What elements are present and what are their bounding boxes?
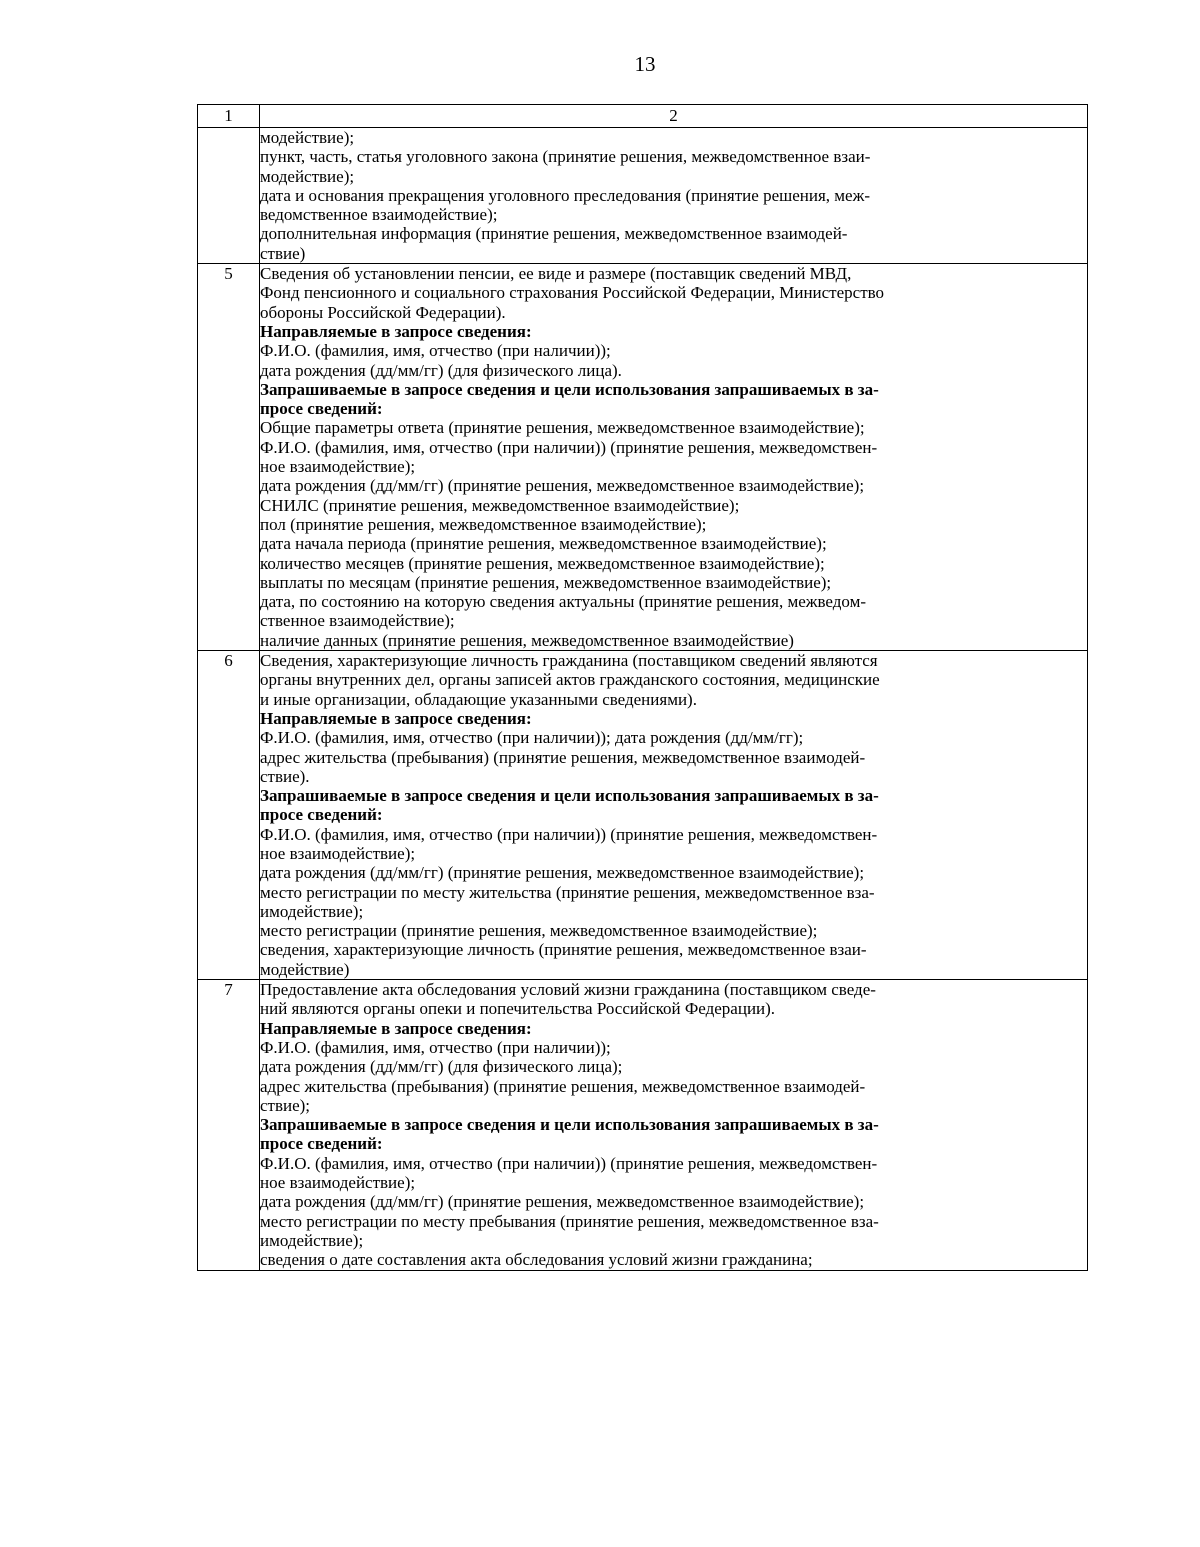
text-line: Фонд пенсионного и социального страхования Российской Федерации, Министерство	[260, 283, 885, 303]
row-content	[260, 980, 1088, 1270]
section-heading: просе сведений:	[260, 399, 383, 419]
text-line: ное взаимодействие);	[260, 1173, 416, 1193]
section-heading: Направляемые в запросе сведения:	[260, 708, 532, 728]
text-line: модействие)	[260, 959, 350, 979]
text-line: дата и основания прекращения уголовного преследования (принятие решения, меж-	[260, 185, 870, 205]
text-line: выплаты по месяцам (принятие решения, межведомственное взаимодействие);	[260, 572, 832, 592]
row-content	[260, 264, 1088, 651]
text-line: сведения о дате составления акта обследования условий жизни гражданина;	[260, 1250, 813, 1270]
text-line: Сведения об установлении пенсии, ее виде и размере (поставщик сведений МВД,	[260, 264, 852, 284]
text-line: Ф.И.О. (фамилия, имя, отчество (при наличии)) (принятие решения, межведомствен-	[260, 437, 878, 457]
text-line: Сведения, характеризующие личность гражданина (поставщиком сведений являются	[260, 651, 878, 671]
header-col-1: 1	[198, 105, 260, 128]
text-line: дата рождения (дд/мм/гг) (для физического лица);	[260, 1057, 623, 1077]
text-line: Ф.И.О. (фамилия, имя, отчество (при наличии)); дата рождения (дд/мм/гг);	[260, 728, 804, 748]
row-number: 5	[198, 264, 260, 651]
text-line: Предоставление акта обследования условий жизни гражданина (поставщиком сведе-	[260, 980, 876, 1000]
section-heading: Направляемые в запросе сведения:	[260, 321, 532, 341]
text-line: ственное взаимодействие);	[260, 611, 455, 631]
text-line: ное взаимодействие);	[260, 843, 416, 863]
text-line: дата начала периода (принятие решения, межведомственное взаимодействие);	[260, 534, 827, 554]
text-line: Ф.И.О. (фамилия, имя, отчество (при наличии)) (принятие решения, межведомствен-	[260, 824, 878, 844]
text-line: дата рождения (дд/мм/гг) (для физического лица).	[260, 360, 622, 380]
text-line: место регистрации по месту жительства (принятие решения, межведомственное вза-	[260, 882, 875, 902]
text-line: ний являются органы опеки и попечительства Российской Федерации).	[260, 999, 776, 1019]
text-line: дата рождения (дд/мм/гг) (принятие решения, межведомственное взаимодействие);	[260, 863, 865, 883]
section-heading: Запрашиваемые в запросе сведения и цели использования запрашиваемых в за-	[260, 786, 879, 806]
table-header-row	[198, 105, 1088, 128]
text-line: место регистрации (принятие решения, межведомственное взаимодействие);	[260, 921, 818, 941]
text-line: дата рождения (дд/мм/гг) (принятие решения, межведомственное взаимодействие);	[260, 1192, 865, 1212]
row-number: 6	[198, 651, 260, 980]
text-line: ствие)	[260, 243, 306, 263]
text-line: дополнительная информация (принятие решения, межведомственное взаимодей-	[260, 224, 848, 244]
table-row	[198, 128, 1088, 264]
text-line: СНИЛС (принятие решения, межведомственное взаимодействие);	[260, 495, 740, 515]
row-content	[260, 128, 1088, 264]
text-line: органы внутренних дел, органы записей актов гражданского состояния, медицинские	[260, 670, 880, 690]
section-heading: Направляемые в запросе сведения:	[260, 1018, 532, 1038]
text-line: ствие);	[260, 1095, 311, 1115]
text-line: адрес жительства (пребывания) (принятие решения, межведомственное взаимодей-	[260, 747, 866, 767]
table-row	[198, 980, 1088, 1270]
text-line: обороны Российской Федерации).	[260, 302, 506, 322]
text-line: дата, по состоянию на которую сведения актуальны (принятие решения, межведом-	[260, 592, 866, 612]
text-line: адрес жительства (пребывания) (принятие решения, межведомственное взаимодей-	[260, 1076, 866, 1096]
section-heading: Запрашиваемые в запросе сведения и цели использования запрашиваемых в за-	[260, 379, 879, 399]
section-heading: Запрашиваемые в запросе сведения и цели использования запрашиваемых в за-	[260, 1115, 879, 1135]
row-number: 7	[198, 980, 260, 1270]
text-line: ное взаимодействие);	[260, 457, 416, 477]
table-row	[198, 651, 1088, 980]
table-row	[198, 264, 1088, 651]
text-line: ствие).	[260, 766, 310, 786]
document-table	[197, 104, 1088, 1271]
text-line: наличие данных (принятие решения, межведомственное взаимодействие)	[260, 630, 794, 650]
text-line: Ф.И.О. (фамилия, имя, отчество (при наличии));	[260, 341, 611, 361]
text-line: имодействие);	[260, 1230, 364, 1250]
text-line: ведомственное взаимодействие);	[260, 205, 498, 225]
text-line: Ф.И.О. (фамилия, имя, отчество (при наличии));	[260, 1037, 611, 1057]
section-heading: просе сведений:	[260, 1134, 383, 1154]
text-line: сведения, характеризующие личность (принятие решения, межведомственное взаи-	[260, 940, 867, 960]
text-line: Ф.И.О. (фамилия, имя, отчество (при наличии)) (принятие решения, межведомствен-	[260, 1153, 878, 1173]
row-content	[260, 651, 1088, 980]
text-line: Общие параметры ответа (принятие решения, межведомственное взаимодействие);	[260, 418, 865, 438]
header-col-2: 2	[260, 105, 1088, 128]
row-number	[198, 128, 260, 264]
section-heading: просе сведений:	[260, 805, 383, 825]
text-line: пункт, часть, статья уголовного закона (принятие решения, межведомственное взаи-	[260, 147, 871, 167]
page-number: 13	[634, 52, 656, 76]
text-line: модействие);	[260, 128, 355, 147]
text-line: имодействие);	[260, 901, 364, 921]
text-line: дата рождения (дд/мм/гг) (принятие решения, межведомственное взаимодействие);	[260, 476, 865, 496]
text-line: количество месяцев (принятие решения, межведомственное взаимодействие);	[260, 553, 825, 573]
text-line: пол (принятие решения, межведомственное взаимодействие);	[260, 514, 707, 534]
text-line: модействие);	[260, 166, 355, 186]
text-line: и иные организации, обладающие указанными сведениями).	[260, 689, 697, 709]
text-line: место регистрации по месту пребывания (принятие решения, межведомственное вза-	[260, 1211, 879, 1231]
